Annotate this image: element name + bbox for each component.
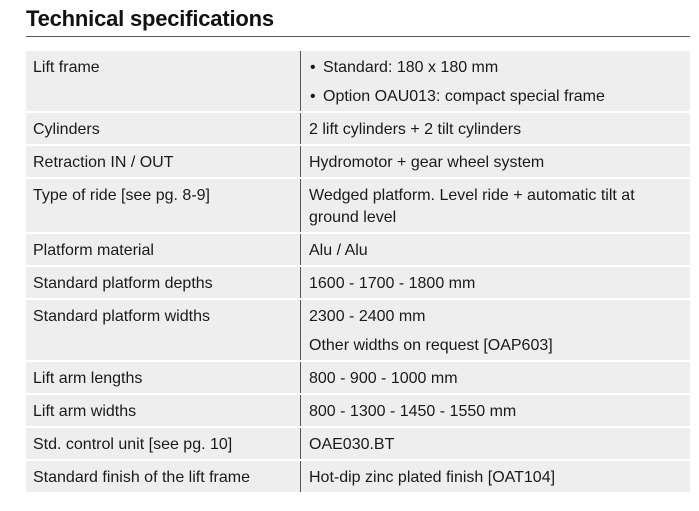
table-row bbox=[26, 361, 690, 394]
table-row bbox=[26, 266, 690, 299]
row-value bbox=[301, 178, 691, 233]
list-item bbox=[309, 86, 684, 108]
table-row bbox=[26, 460, 690, 493]
row-value bbox=[301, 112, 691, 145]
row-value-text: Alu / Alu bbox=[309, 242, 368, 259]
table-row bbox=[26, 178, 690, 233]
list-item bbox=[309, 57, 684, 79]
row-label: Standard platform depths bbox=[26, 266, 301, 299]
row-value-text: Hot-dip zinc plated finish [OAT104] bbox=[309, 469, 556, 486]
title-divider bbox=[26, 36, 690, 37]
page-title: Technical specifications bbox=[26, 6, 274, 31]
row-label: Lift arm widths bbox=[26, 394, 301, 427]
table-row bbox=[26, 51, 690, 112]
row-value-text: 800 - 900 - 1000 mm bbox=[309, 370, 458, 387]
row-value-text: Other widths on request [OAP603] bbox=[309, 337, 553, 354]
row-value bbox=[301, 299, 691, 361]
bullet-icon: • bbox=[310, 88, 316, 105]
row-value bbox=[301, 266, 691, 299]
row-label: Type of ride [see pg. 8-9] bbox=[26, 178, 301, 233]
row-label: Platform material bbox=[26, 233, 301, 266]
row-label: Std. control unit [see pg. 10] bbox=[26, 427, 301, 460]
row-value bbox=[301, 394, 691, 427]
row-value bbox=[301, 427, 691, 460]
row-label: Lift frame bbox=[26, 51, 301, 112]
row-label: Standard platform widths bbox=[26, 299, 301, 361]
row-value-text: 800 - 1300 - 1450 - 1550 mm bbox=[309, 403, 517, 420]
row-label: Retraction IN / OUT bbox=[26, 145, 301, 178]
table-row bbox=[26, 233, 690, 266]
row-value bbox=[301, 233, 691, 266]
table-row bbox=[26, 394, 690, 427]
row-value-text: 2 lift cylinders + 2 tilt cylinders bbox=[309, 121, 522, 138]
table-row bbox=[26, 112, 690, 145]
row-value bbox=[301, 460, 691, 493]
row-value-text: OAE030.BT bbox=[309, 436, 395, 453]
row-value bbox=[301, 361, 691, 394]
spec-table bbox=[26, 51, 690, 494]
row-label: Standard finish of the lift frame bbox=[26, 460, 301, 493]
bullet-icon: • bbox=[310, 59, 316, 76]
list-item-text: Standard: 180 x 180 mm bbox=[323, 59, 499, 76]
row-label: Cylinders bbox=[26, 112, 301, 145]
row-value-text: Wedged platform. Level ride + automatic tilt at ground level bbox=[309, 187, 635, 226]
row-label: Lift arm lengths bbox=[26, 361, 301, 394]
row-value bbox=[301, 145, 691, 178]
table-row bbox=[26, 299, 690, 361]
row-value-text: Hydromotor + gear wheel system bbox=[309, 154, 545, 171]
table-row bbox=[26, 145, 690, 178]
table-row bbox=[26, 427, 690, 460]
row-value-text: 2300 - 2400 mm bbox=[309, 308, 426, 325]
list-item-text: Option OAU013: compact special frame bbox=[323, 88, 605, 105]
row-value bbox=[301, 51, 691, 112]
row-value-text: 1600 - 1700 - 1800 mm bbox=[309, 275, 476, 292]
